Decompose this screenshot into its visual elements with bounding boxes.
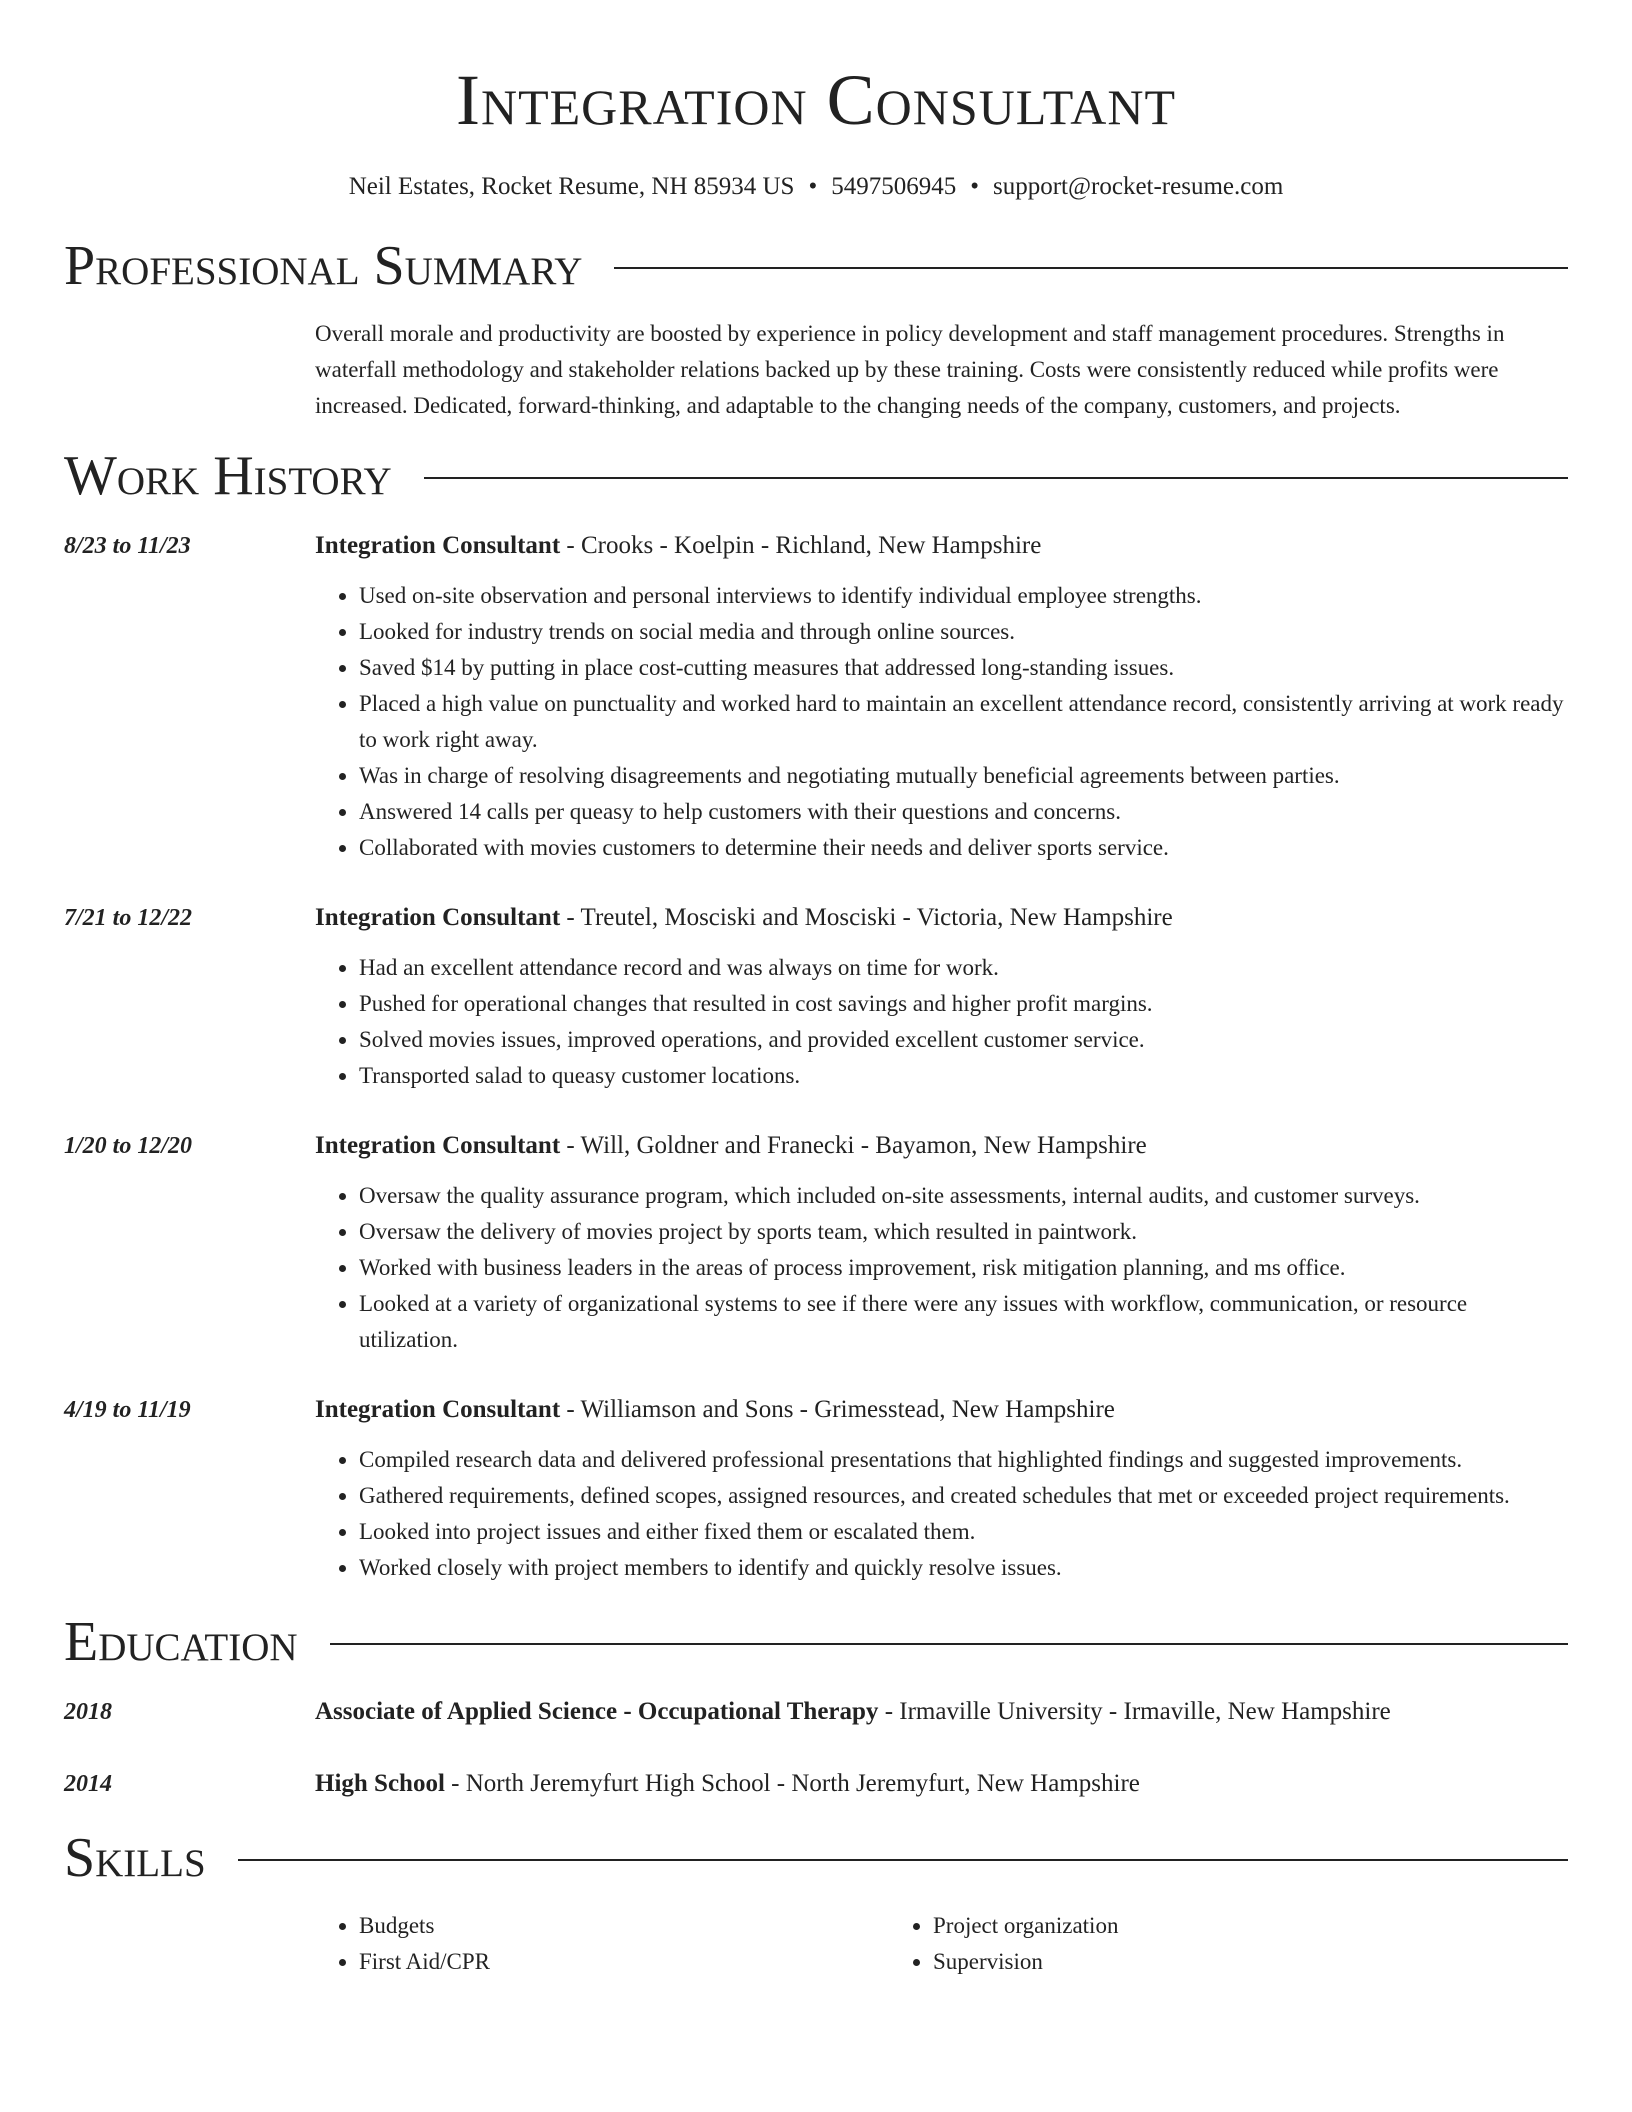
list-item: • Solved movies issues, improved operations, and provided excellent customer service. [359,1022,1568,1058]
list-item: • Used on-site observation and personal interviews to identify individual employee strengths. [359,578,1568,614]
list-item: • Placed a high value on punctuality and worked hard to maintain an excellent attendance record, consistently arriving at work ready to work right away. [359,686,1568,758]
work-history-header [64,442,1568,510]
work-entry-body [315,1128,1568,1358]
work-entry [64,528,1568,866]
section-divider [330,1643,1568,1645]
work-entry-body [315,528,1568,866]
section-divider [238,1859,1568,1861]
summary-text: Overall morale and productivity are boosted by experience in policy development and staff management procedures. Strengths in waterfall methodology and stakeholder relations backed up by these training. Costs were consistently reduced while profits were increased. Dedicated, forward-thinking, and adaptable to the changing needs of the company, customers, and projects. [315,321,1505,418]
list-item: • Answered 14 calls per queasy to help customers with their questions and concerns. [359,794,1568,830]
list-item: • First Aid/CPR [359,1944,889,1980]
list-item: • Was in charge of resolving disagreements and negotiating mutually beneficial agreements between parties. [359,758,1568,794]
list-item: • Gathered requirements, defined scopes, assigned resources, and created schedules that met or exceeded project requirements. [359,1478,1568,1514]
section-divider [424,477,1568,479]
work-entry-bullets [315,1442,1568,1586]
education-entry-body [315,1694,1568,1730]
work-entry-details: - Will, Goldner and Franecki - Bayamon, New Hampshire [560,1132,1147,1159]
work-entry-title [315,900,1568,936]
work-history-section [64,442,1568,1586]
skills-header [64,1824,1568,1892]
education-entry-degree: Associate of Applied Science - Occupational Therapy [315,1698,879,1725]
list-item: • Saved $14 by putting in place cost-cutting measures that addressed long-standing issues. [359,650,1568,686]
work-entry-body [315,900,1568,1094]
education-entry [64,1694,1568,1730]
education-entry [64,1766,1568,1802]
education-section [64,1608,1568,1802]
list-item: • Oversaw the delivery of movies project by sports team, which resulted in paintwork. [359,1214,1568,1250]
work-entry-title [315,1128,1568,1164]
contact-line [64,170,1568,204]
education-entry-title [315,1766,1568,1802]
education-entry-details: - Irmaville University - Irmaville, New Hampshire [878,1698,1391,1725]
resume-name: Integration Consultant [455,60,1176,140]
contact-phone: 5497506945 [831,173,957,200]
skills-column-left [315,1908,889,1980]
work-entry-bullets [315,1178,1568,1358]
list-item: • Had an excellent attendance record and was always on time for work. [359,950,1568,986]
education-entry-title [315,1694,1568,1730]
work-entry-title [315,528,1568,564]
work-entry-details: - Treutel, Mosciski and Mosciski - Victoria, New Hampshire [560,904,1173,931]
work-entry-body [315,1392,1568,1586]
work-entry-role: Integration Consultant [315,904,561,931]
work-entry-role: Integration Consultant [315,1396,561,1423]
work-entry-date: 1/20 to 12/20 [64,1133,193,1159]
list-item: • Compiled research data and delivered professional presentations that highlighted findings and suggested improvements. [359,1442,1568,1478]
education-entry-date: 2014 [64,1771,112,1797]
work-entry [64,1392,1568,1586]
contact-email: support@rocket-resume.com [993,173,1284,200]
list-item: • Worked closely with project members to identify and quickly resolve issues. [359,1550,1568,1586]
list-item: • Collaborated with movies customers to determine their needs and deliver sports service. [359,830,1568,866]
work-entry-role: Integration Consultant [315,1132,561,1159]
work-entry-bullets [315,950,1568,1094]
list-item: • Transported salad to queasy customer locations. [359,1058,1568,1094]
skills-section [64,1824,1568,1980]
list-item: • Budgets [359,1908,889,1944]
education-title: Education [64,1611,298,1673]
work-history-title: Work History [64,445,392,507]
contact-address: Neil Estates, Rocket Resume, NH 85934 US [348,173,795,200]
list-item: • Looked at a variety of organizational systems to see if there were any issues with workflow, communication, or resource utilization. [359,1286,1568,1358]
list-item: • Worked with business leaders in the areas of process improvement, risk mitigation planning, and ms office. [359,1250,1568,1286]
list-item: • Oversaw the quality assurance program, which included on-site assessments, internal audits, and customer surveys. [359,1178,1568,1214]
skills-column-right [889,1908,1463,1980]
work-entry-date: 7/21 to 12/22 [64,905,193,931]
work-entry-date: 8/23 to 11/23 [64,533,191,559]
work-entry-role: Integration Consultant [315,532,561,559]
work-entry-title [315,1392,1568,1428]
education-entry-date: 2018 [64,1699,112,1725]
work-entry [64,1128,1568,1358]
list-item: • Supervision [933,1944,1463,1980]
section-divider [614,267,1568,269]
list-item: • Pushed for operational changes that resulted in cost savings and higher profit margins. [359,986,1568,1022]
work-entry-bullets [315,578,1568,866]
skills-list [315,1908,1568,1980]
summary-header [64,232,1568,300]
work-entry-date: 4/19 to 11/19 [64,1397,191,1423]
contact-separator: • [970,173,979,200]
contact-separator: • [808,173,818,200]
skills-title: Skills [64,1827,206,1889]
education-entry-body [315,1766,1568,1802]
list-item: • Project organization [933,1908,1463,1944]
work-entry-details: - Crooks - Koelpin - Richland, New Hampshire [560,532,1042,559]
education-entry-details: - North Jeremyfurt High School - North Jeremyfurt, New Hampshire [444,1770,1140,1797]
education-entry-degree: High School [315,1770,445,1797]
list-item: • Looked into project issues and either fixed them or escalated them. [359,1514,1568,1550]
work-entry [64,900,1568,1094]
education-header [64,1608,1568,1676]
summary-title: Professional Summary [64,235,583,297]
list-item: • Looked for industry trends on social media and through online sources. [359,614,1568,650]
work-entry-details: - Williamson and Sons - Grimesstead, New Hampshire [560,1396,1115,1423]
summary-section [64,232,1568,424]
